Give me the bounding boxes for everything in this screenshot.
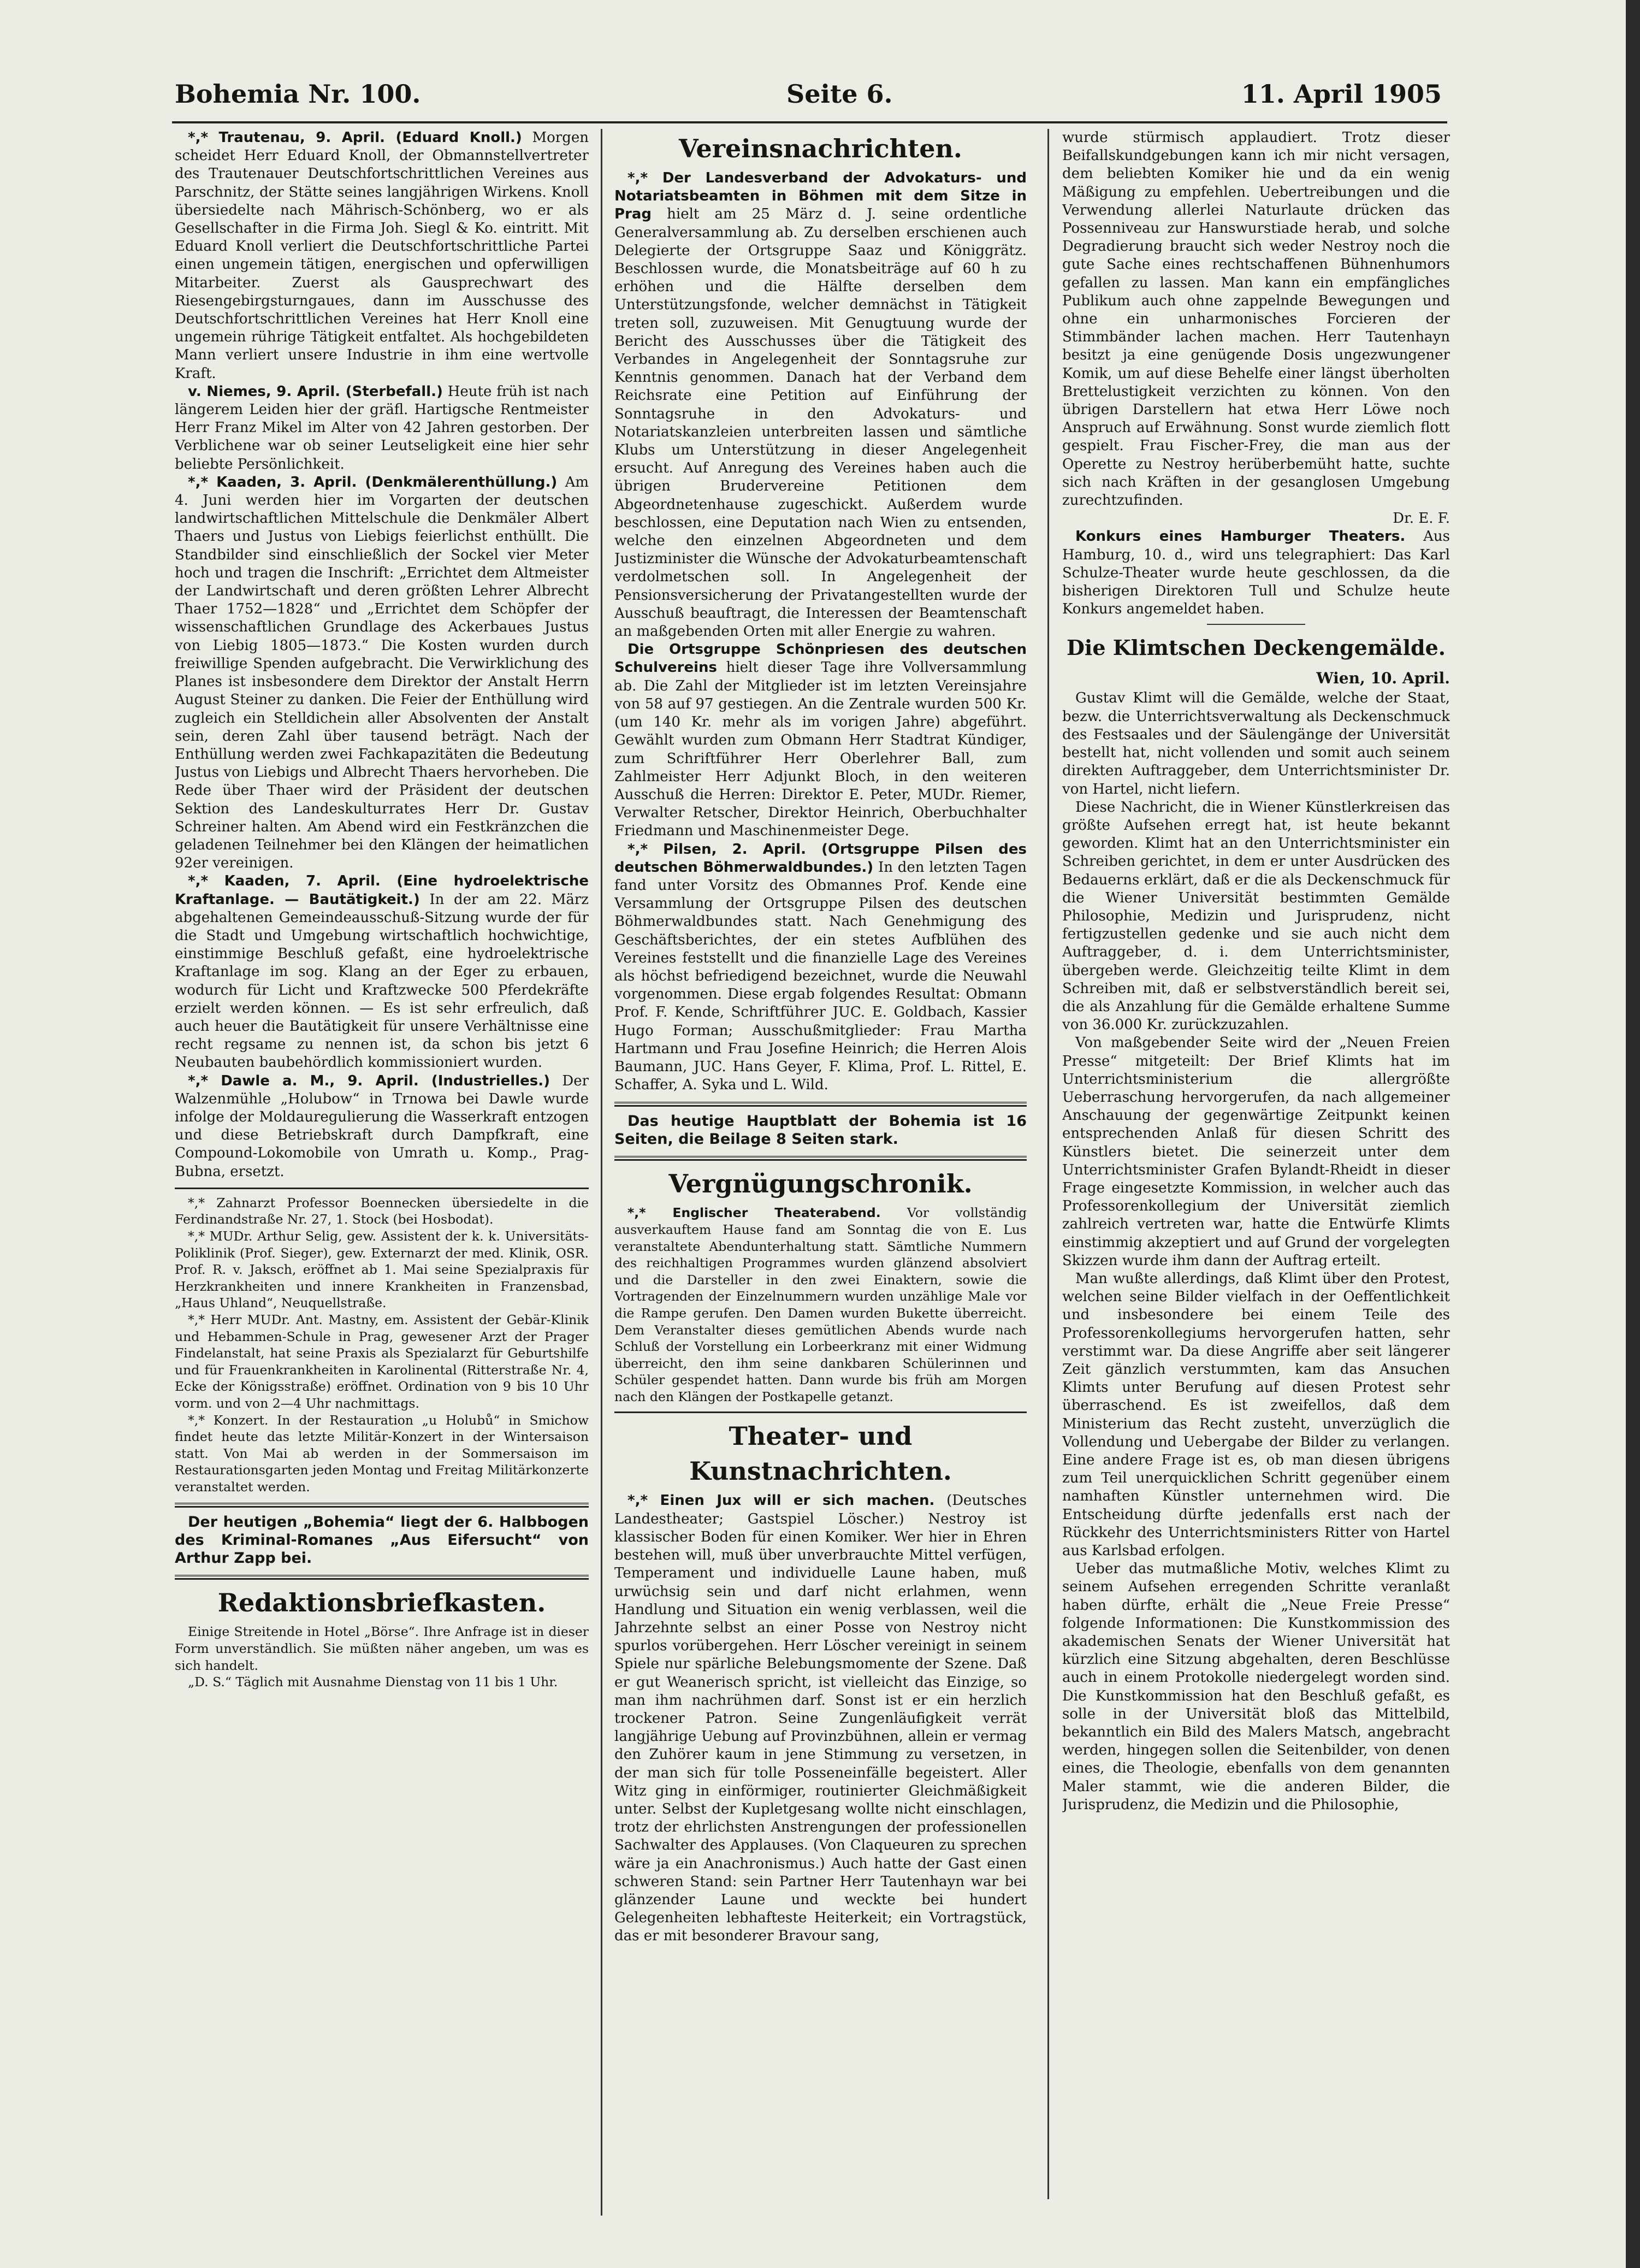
article-niemes: v. Niemes, 9. April. (Sterbefall.) Heute früh ist nach längerem Leiden hier der gräfl. Hartigsche Rentmeister Herr Franz Mikel im Alter von 42 Jahren gestorben. Der Verblichene war ob seiner Leutseligkeit eine hier sehr beliebte Persönlichkeit.	[175, 383, 589, 472]
article-kaaden-denkmal: *,* Kaaden, 3. April. (Denkmälerenthüllung.) Am 4. Juni werden hier im Vorgarten der deutschen landwirtschaftlichen Mittelschule die Denkmäler Albert Thaers und Justus von Liebigs feierlichst enthüllt. Die Standbilder sind einschließlich der Sockel vier Meter hoch und tragen die Inschrift: „Errichtet dem Altmeister der Landwirtschaft und deren größten Lehrer Albrecht Thaer 1752—1828“ und „Errichtet dem Schöpfer der wissenschaftlichen Grundlage des Ackerbaues Justus von Liebig 1805—1873.“ Die Kosten wurden durch freiwillige Spenden aufgebracht. Die Verwirklichung des Planes ist insbesondere dem Direktor der Anstalt Herrn August Steiner zu danken. Die Feier der Enthüllung wird zugleich ein Stelldichein aller Absolventen der Anstalt sein, deren Zahl über tausend beträgt. Nach der Enthüllung werden zwei Fachkapazitäten die Bedeutung Justus von Liebigs und Albrecht Thaers hervorheben. Die Rede über Thaer wird der Präsident der deutschen Sektion des Landeskulturrates Herr Dr. Gustav Schreiner halten. Am Abend wird ein Festkränzchen die geladenen Teilnehmer bei den Klängen der heimatlichen 92er vereinigen.	[175, 474, 589, 872]
scan-edge	[1626, 0, 1640, 2268]
header-rule	[172, 121, 1447, 123]
page-count-notice: Das heutige Hauptblatt der Bohemia ist 16 Seiten, die Beilage 8 Seiten stark.	[614, 1113, 1027, 1148]
section-title-briefkasten: Redaktionsbriefkasten.	[217, 1588, 546, 1618]
column-divider	[601, 129, 602, 2216]
briefkasten: Einige Streitende in Hotel „Börse“. Ihre Anfrage ist in dieser Form unverständlich. Sie müßten näher angeben, um was es sich handelt. „D. S.“ Täglich mit Ausnahme Dienstag von 11 bis 1 Uhr.	[175, 1624, 589, 1690]
column-3	[1062, 129, 1450, 2194]
divider	[614, 1102, 1027, 1107]
advertisements	[175, 1195, 589, 1496]
column-2	[614, 129, 1027, 2205]
article-kaaden-kraftanlage: *,* Kaaden, 7. April. (Eine hydroelektrische Kraftanlage. — Bautätigkeit.) In der am 22. März abgehaltenen Gemeindeausschuß-Sitzung wurde der für die Stadt und Umgebung wirtschaftlich hochwichtige, einstimmige Beschluß gefaßt, eine hydroelektrische Kraftanlage im sog. Klang an der Eger zu erbauen, wodurch für Licht und Kraftzwecke 500 Pferdekräfte erzielt werden können. — Es ist sehr erfreulich, daß auch heuer die Bautätigkeit für unsere Verhältnisse eine recht regsame zu nennen ist, da schon bis jetzt 6 Neubauten baubehördlich kommissioniert wurden.	[175, 873, 589, 1071]
divider	[614, 1411, 1027, 1413]
section-title-theater: Theater- und Kunstnachrichten.	[689, 1421, 952, 1486]
article-klimt-p3: Von maßgebender Seite wird der „Neuen Freien Presse“ mitgeteilt: Der Brief Klimts hat im Unterrichtsministerium die allergrößte Ueberraschung hervorgerufen, da nach allgemeiner Anschauung der gegenwärtige Zeitpunkt keinen entsprechenden Anlaß für diesen Schritt des Künstlers bietet. Die seinerzeit unter dem Unterrichtsminister Grafen Bylandt-Rheidt in dieser Frage eingesetzte Kommission, in welcher auch das Professorenkollegium der Universität ziemlich zahlreich vertreten war, hatte die Entwürfe Klimts einstimmig akzeptiert und auf Grund der vorgelegten Skizzen wurde ihm dann der Auftrag erteilt.	[1062, 1035, 1450, 1269]
ad-item: *,* Herr MUDr. Ant. Mastny, em. Assistent der Gebär-Klinik und Hebammen-Schule in Prag, gewesener Arzt der Prager Findelanstalt, hat seine Praxis als Spezialarzt für Geburtshilfe und für Frauenkrankheiten in Karolinental (Ritterstraße Nr. 4, Ecke der Königsstraße) eröffnet. Ordination von 9 bis 10 Uhr vorm. und von 2—4 Uhr nachmittags.	[175, 1312, 589, 1411]
divider	[1207, 624, 1305, 625]
article-klimt-p4: Man wußte allerdings, daß Klimt über den Protest, welchen seine Bilder vielfach in der Oeffentlichkeit und insbesondere bei einem Teile des Professorenkollegiums hervorgerufen hatten, sehr verstimmt war. Da diese Angriffe aber seit längerer Zeit gänzlich verstummten, kam das Ansuchen Klimts unter Berufung auf diesen Protest sehr überraschend. Es ist zweifellos, daß dem Ministerium das Recht zusteht, unverzüglich die Vollendung und Uebergabe der Bilder zu verlangen. Eine andere Frage ist es, ob man diesen übrigens zum Teil unerquicklichen Schritt gegenüber einem namhaften Künstler unternehmen wird. Die Entscheidung dürfte jedenfalls erst nach der Rückkehr des Unterrichtsministers Ritter von Hartel aus Karlsbad erfolgen.	[1062, 1270, 1450, 1560]
page-number: Seite 6.	[786, 79, 893, 109]
article-hamburg-konkurs: Konkurs eines Hamburger Theaters. Aus Hamburg, 10. d., wird uns telegraphiert: Das Karl Schulze-Theater wurde heute geschlossen, da die bisherigen Direktoren Tull und Schulze heute Konkurs angemeldet haben.	[1062, 528, 1450, 618]
divider	[614, 1156, 1027, 1161]
supplement-notice: Der heutigen „Bohemia“ liegt der 6. Halbbogen des Kriminal-Romanes „Aus Eifersucht“ von Arthur Zapp bei.	[175, 1514, 589, 1567]
divider	[175, 1575, 589, 1580]
section-title-vergnuegungschronik: Vergnügungschronik.	[668, 1169, 973, 1199]
masthead-issue: Bohemia Nr. 100.	[175, 79, 421, 109]
section-title-vereinsnachrichten: Vereinsnachrichten.	[679, 134, 962, 163]
article-englischer-theaterabend: *,* Englischer Theaterabend. Vor vollständig ausverkauftem Hause fand am Sonntag die von E. Lus veranstaltete Abendunterhaltung statt. Sämtliche Nummern des reichhaltigen Programmes wurden glänzend absolviert und die Darsteller in den zwei Einaktern, sowie die Vortragenden der Einzelnummern wurden unzählige Male vor die Rampe gerufen. Den Damen wurden Bukette überreicht. Dem Veranstalter dieses gemütlichen Abends wurde nach Schluß der Vorstellung ein Lorbeerkranz mit einer Widmung überreicht, den ihm seine dankbaren Schülerinnen und Schüler gespendet hatten. Dann wurde bis früh am Morgen nach den Klängen der Postkapelle getanzt.	[614, 1205, 1027, 1404]
column-divider	[1047, 129, 1049, 2199]
article-einen-jux-continued: wurde stürmisch applaudiert. Trotz dieser Beifallskundgebungen kann ich mir nicht versagen, dem beliebten Komiker hie und da ein wenig Mäßigung zu empfehlen. Uebertreibungen und die Verwendung allerlei Naturlaute drücken das Possenniveau zur Hanswurstiade herab, und solche Degradierung braucht sich weder Nestroy noch die gute Sache eines rechtschaffenen Bühnenhumors gefallen zu lassen. Man kann ein empfängliches Publikum auch ohne zappelnde Bewegungen und ohne ein unharmonisches Forcieren der Stimmbänder lachen machen. Herr Tautenhayn besitzt ja eine genügende Dosis ungezwungener Komik, um auf diese Behelfe einer längst überholten Brettelustigkeit verzichten zu können. Von den übrigen Darstellern hat etwa Herr Löwe noch Anspruch auf Erwähnung. Sonst wurde ziemlich flott gespielt. Frau Fischer-Frey, die man aus der Operette zu Nestroy herüberbemüht hatte, suchte sich nach Kräften in der gesanglosen Umgebung zurechtzufinden.	[1062, 129, 1450, 509]
article-einen-jux: *,* Einen Jux will er sich machen. (Deutsches Landestheater; Gastspiel Löscher.) Nestroy ist klassischer Boden für einen Komiker. Wer hier in Ehren bestehen will, muß über unverbrauchte Mittel verfügen, Temperament und individuelle Laune haben, muß urwüchsig sein und darf nicht erlahmen, wenn Handlung und Situation ein wenig verblassen, weil die Jahrzehnte selbst an einer Posse von Nestroy nicht spurlos vorübergehen. Herr Löscher vereinigt in seinem Spiele nur spärliche Belebungsmomente der Szene. Daß er gut Weanerisch spricht, ist vielleicht das Einzige, so man ihm nachrühmen darf. Sonst ist er ein herzlich trockener Patron. Seine Zungenläufigkeit verrät langjährige Uebung auf Provinzbühnen, allein er vermag den Zuhörer kaum in jene Stimmung zu versetzen, in der man sich für tolle Posseneinfälle begeistert. Aller Witz ging in einförmiger, routinierter Gleichmäßigkeit unter. Selbst der Kupletgesang wollte nicht einschlagen, trotz der ehrlichsten Anstrengungen der professionellen Sachwalter des Applauses. (Von Claqueuren zu sprechen wäre ja ein Anachronismus.) Auch hatte der Gast einen schweren Stand: sein Partner Herr Tautenhayn war bei glänzender Laune und weckte bei hundert Gelegenheiten lebhafteste Heiterkeit; ein Vortragstück, das er mit besonderer Bravour sang,	[614, 1492, 1027, 1945]
article-landesverband: *,* Der Landesverband der Advokaturs- und Notariatsbeamten in Böhmen mit dem Sitze in Prag hielt am 25 März d. J. seine ordentliche Generalversammlung ab. Zu derselben erschienen auch Delegierte der Ortsgruppe Saaz und Königgrätz. Beschlossen wurde, die Monatsbeiträge auf 60 h zu erhöhen und die Hälfte derselben dem Unterstützungsfonde, welcher demnächst in Tätigkeit treten soll, zuzuweisen. Mit Genugtuung wurde der Bericht des Ausschusses über die Tätigkeit des Verbandes in Angelegenheit der Sonntagsruhe zur Kenntnis genommen. Danach hat der Verband dem Reichsrate eine Petition auf Einführung der Sonntagsruhe in den Advokaturs- und Notariatskanzleien unterbreiten lassen und sämtliche Klubs um Unterstützung in dieser Angelegenheit ersucht. Auf Anregung des Vereines haben auch die übrigen Brudervereine Petitionen dem Abgeordnetenhause zugeschickt. Außerdem wurde beschlossen, eine Deputation nach Wien zu entsenden, welche den einzelnen Abgeordneten und dem Justizminister die Wünsche der Advokaturbeamtenschaft verdolmetschen soll. In Angelegenheit der Pensionsversicherung der Privatangestellten wurde der Ausschuß beauftragt, die Interessen der Beamtenschaft an maßgebenden Orten mit aller Energie zu wahren.	[614, 170, 1027, 640]
article-schoenpriesen: Die Ortsgruppe Schönpriesen des deutschen Schulvereins hielt dieser Tage ihre Vollversammlung ab. Die Zahl der Mitglieder ist im letzten Vereinsjahre von 58 auf 97 gestiegen. An die Zentrale wurden 500 Kr. (um 140 Kr. mehr als im vorigen Jahre) abgeführt. Gewählt wurden zum Obmann Herr Stadtrat Kündiger, zum Schriftführer Herr Oberlehrer Ball, zum Zahlmeister Herr Adjunkt Bloch, in den weiteren Ausschuß die Herren: Direktor E. Peter, MUDr. Riemer, Verwalter Retscher, Direktor Heinrich, Oberbuchhalter Friedmann und Maschinenmeister Dege.	[614, 641, 1027, 840]
article-trautenau: *,* Trautenau, 9. April. (Eduard Knoll.) Morgen scheidet Herr Eduard Knoll, der Obmannstellvertreter des Trautenauer Deutschfortschrittlichen Vereines aus Parschnitz, der Stätte seines langjährigen Wirkens. Knoll übersiedelte nach Mährisch-Schönberg, wo er als Gesellschafter in die Firma Joh. Siegl & Ko. eintritt. Mit Eduard Knoll verliert die Deutschfortschrittliche Partei einen ungemein tätigen, energischen und opferwilligen Mitarbeiter. Zuerst als Gausprechwart des Riesengebirgsturngaues, dann im Ausschusse des Deutschfortschrittlichen Vereines hat Herr Knoll eine ungemein rührige Tätigkeit entfaltet. Als hochgebildeten Mann verliert unsere Industrie in ihm eine wertvolle Kraft.	[175, 129, 589, 382]
column-1	[175, 129, 589, 2095]
ad-item: *,* Zahnarzt Professor Boennecken übersiedelte in die Ferdinandstraße Nr. 27, 1. Stock (bei Hosbodat).	[175, 1195, 589, 1227]
ad-item: *,* MUDr. Arthur Selig, gew. Assistent der k. k. Universitäts-Poliklinik (Prof. Sieger), gew. Externarzt der med. Klinik, OSR. Prof. R. v. Jaksch, eröffnet ab 1. Mai seine Spezialpraxis für Herzkrankheiten und innere Krankheiten in Franzensbad, „Haus Uhland“, Neuquellstraße.	[175, 1228, 589, 1311]
divider	[175, 1503, 589, 1508]
section-title-klimt: Die Klimtschen Deckengemälde.	[1066, 635, 1446, 660]
article-pilsen: *,* Pilsen, 2. April. (Ortsgruppe Pilsen des deutschen Böhmerwaldbundes.) In den letzten Tagen fand unter Vorsitz des Obmannes Prof. Kende eine Versammlung der Ortsgruppe Pilsen des deutschen Böhmerwaldbundes statt. Nach Genehmigung des Geschäftsberichtes, der ein stetes Aufblühen des Vereines feststellt und die finanzielle Lage des Vereines als höchst befriedigend bezeichnet, wurde die Neuwahl vorgenommen. Diese ergab folgendes Resultat: Obmann Prof. F. Kende, Schriftführer JUC. E. Goldbach, Kassier Hugo Forman; Ausschußmitglieder: Frau Martha Hartmann und Frau Josefine Heinrich; die Herren Alois Baumann, JUC. Hans Geyer, F. Klima, Prof. L. Rittel, E. Schaffer, A. Syka und L. Wild.	[614, 841, 1027, 1094]
article-klimt-p1: Gustav Klimt will die Gemälde, welche der Staat, bezw. die Unterrichtsverwaltung als Deckenschmuck des Festsaales und der Säulengänge der Universität bestellt hat, nicht vollenden und somit auch seinem direkten Auftraggeber, dem Unterrichtsminister Dr. von Hartel, nicht liefern.	[1062, 690, 1450, 798]
divider	[175, 1188, 589, 1189]
author-signature: Dr. E. F.	[1393, 510, 1450, 527]
dateline: Wien, 10. April.	[1316, 669, 1450, 688]
article-klimt-p5: Ueber das mutmaßliche Motiv, welches Klimt zu seinem Aufsehen erregenden Schritte veranlaßt haben dürfte, erhält die „Neue Freie Presse“ folgende Informationen: Die Kunstkommission des akademischen Senats der Wiener Universität hat kürzlich eine Sitzung abgehalten, deren Beschlüsse auch in einem Protokolle niedergelegt worden sind. Die Kunstkommission hat den Beschluß gefaßt, es solle in der Universität bloß das Mittelbild, bekanntlich ein Bild des Malers Matsch, angebracht werden, hingegen sollen die Seitenbilder, von denen eines, die Theologie, ebenfalls von dem genannten Maler stammt, wie die anderen Bilder, die Jurisprudenz, die Medizin und die Philosophie,	[1062, 1561, 1450, 1813]
article-klimt-p2: Diese Nachricht, die in Wiener Künstlerkreisen das größte Aufsehen erregt hat, ist heute bekannt geworden. Klimt hat an den Unterrichtsminister ein Schreiben gerichtet, in dem er unter Ausdrücken des Bedauerns erklärt, daß er die als Deckenschmuck für die Wiener Universität bestimmten Gemälde Philosophie, Medizin und Jurisprudenz, nicht fertigzustellen gedenke und sie auch nicht dem Auftraggeber, d. i. dem Unterrichtsminister, übergeben werde. Gleichzeitig teilte Klimt in dem Schreiben mit, daß er selbstverständlich bereit sei, die als Anzahlung für die Gemälde erhaltene Summe von 36.000 Kr. zurückzuzahlen.	[1062, 799, 1450, 1033]
page-header	[175, 79, 1442, 117]
issue-date: 11. April 1905	[1241, 79, 1442, 109]
article-dawle: *,* Dawle a. M., 9. April. (Industrielles.) Der Walzenmühle „Holubow“ in Trnowa bei Dawle wurde infolge der Moldauregulierung die Wasserkraft entzogen und diese Betriebskraft durch Dampfkraft, eine Compound-Lokomobile von Umrath u. Komp., Prag-Bubna, ersetzt.	[175, 1072, 589, 1180]
ad-item: *,* Konzert. In der Restauration „u Holubů“ in Smichow findet heute das letzte Militär-Konzert in der Wintersaison statt. Von Mai ab werden in der Sommersaison im Restaurationsgarten jeden Montag und Freitag Militärkonzerte veranstaltet werden.	[175, 1412, 589, 1495]
